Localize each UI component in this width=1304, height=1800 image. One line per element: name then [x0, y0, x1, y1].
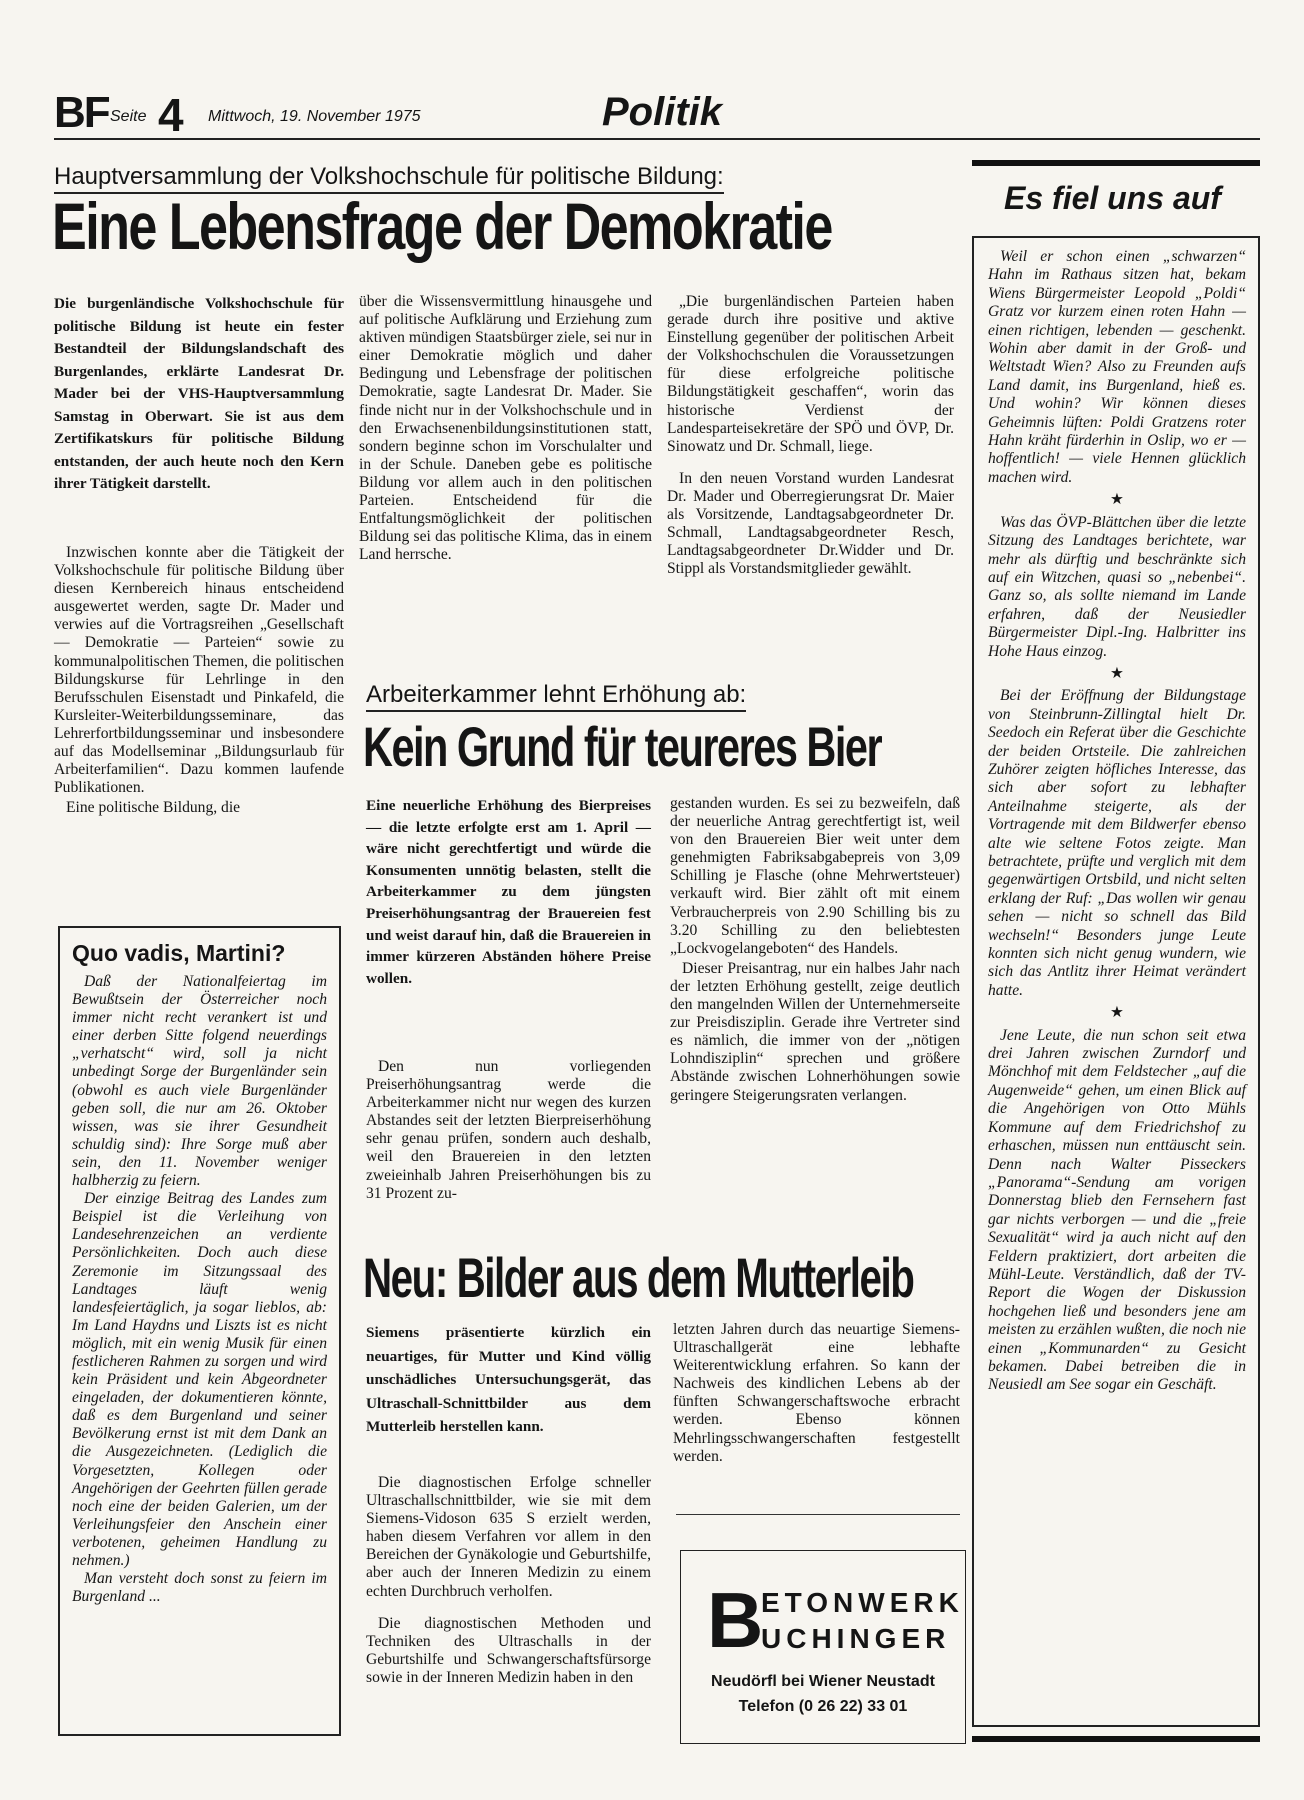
advert-betonwerk — [680, 1550, 966, 1744]
page-number: 4 — [158, 89, 184, 141]
bier-headline: Kein Grund für teureres Bier — [363, 715, 882, 778]
sidebar-box — [972, 236, 1260, 1727]
bier-column-2 — [670, 795, 960, 1105]
paragraph: Eine politische Bildung, die — [66, 799, 241, 817]
advert-address: Neudörfl bei Wiener Neustadt — [711, 1673, 935, 1690]
paragraph: Man versteht doch sonst zu feiern im Burgenland ... — [72, 1570, 327, 1606]
vhs-headline: Eine Lebensfrage der Demokratie — [52, 189, 832, 263]
bier-lead: Eine neuerliche Erhöhung des Bierpreises — die letzte erfolgte erst am 1. April — wäre nicht gerechtfertigt und würde die Konsumenten unnötig belasten, stellt die Arbeiterkammer zu dem jüngsten Preiserhöhungsantrag der Brauereien fest und weist darauf hin, daß die Brauereien in immer kürzeren Abständen höhere Preise wollen. — [366, 797, 651, 987]
paragraph: Inzwischen konnte aber die Tätigkeit der Volkshochschule für politische Bildung über diesen Kernbereich hinaus entscheidend ausgewertet werden, sagte Dr. Mader und verwies auf die Vortragsreihen „Gesellschaft — Demokratie — Parteien“ sowie zu kommunalpolitischen Themen, die politischen Bildungskurse für Lehrlinge in den Berufsschulen Eisenstadt und Pinkafeld, die Kursleiter-Weiterbildungsseminare, das Lehrerfortbildungsseminar und insbesondere auf das Modellseminar „Bildungsurlaub für Arbeiterfamilien“. Dazu kommen laufende Publikationen. — [54, 544, 344, 797]
paragraph: gestanden wurden. Es sei zu bezweifeln, daß der neuerliche Antrag gerechtfertigt ist, weil von den Brauereien Bier weit unter dem genehmigten Fabriksabgabepreis von 3,09 Schilling je Flasche (ohne Mehrwertsteuer) verkauft wird. Bier zählt oft mit einem Verbraucherpreis von 2.90 Schilling bis zu 3.20 Schilling zu den beliebtesten „Lockvogelangeboten“ des Handels. — [670, 795, 960, 957]
martini-box-text — [72, 973, 327, 1606]
paragraph: Daß der Nationalfeiertag im Bewußtsein der Österreicher noch immer nicht recht verankert ist und einer derben Sitte folgend neuerdings „verhatscht“ wird, soll ja nicht unbedingt Sorge der Burgenländer sein (obwohl es auch viele Burgenländer geben soll, die nur am 26. Oktober wissen, was sie ihrer Gesundheit schuldig sind): Ihre Sorge muß aber sein, den 11. November weniger halbherzig zu feiern. — [72, 973, 327, 1190]
newspaper-logo: BF — [54, 88, 109, 137]
sidebar-text — [988, 248, 1246, 1395]
vhs-column-2 — [359, 293, 652, 564]
vhs-lead: Die burgenländische Volkshochschule für politische Bildung ist heute ein fester Bestandteil der Bildungslandschaft des Burgenlandes, erklärte Landesrat Dr. Mader bei der VHS-Hauptversammlung Samstag in Oberwart. Sie ist aus dem Zertifikatskurs für politische Bildung entstanden, der auch heute noch den Kern ihrer Tätigkeit darstellt. — [54, 295, 344, 492]
sidebar-item: Bei der Eröffnung der Bildungstage von Steinbrunn-Zillingtal hielt Dr. Seedoch ein Referat über die Geschichte der beiden Ortsteile. Die zahlreichen Zuhörer zeigten höfliches Interesse, das sich aber sofort zu lebhafter Anteilnahme steigerte, als der Vortragende mit dem Bildwerfer ebenso alte wie seltene Fotos zeigte. Man betrachtete, prüfte und verglich mit dem gegenwärtigen Ortsbild, und nicht selten erklang der Ruf: „Das wollen wir genau sehen — nicht so schnell das Bild wechseln!“ Besonders junge Leute konnten sich nicht genug wundern, wie sich das Antlitz ihrer Heimat verändert hatte. — [988, 687, 1246, 999]
advert-phone: Telefon (0 26 22) 33 01 — [738, 1698, 908, 1715]
page-label: Seite — [110, 108, 147, 125]
divider — [676, 1514, 960, 1515]
vhs-kicker: Hauptversammlung der Volkshochschule für politische Bildung: — [54, 163, 724, 194]
star-icon: ★ — [1110, 664, 1124, 682]
advert-initial: B — [707, 1576, 764, 1664]
paragraph: Den nun vorliegenden Preiserhöhungsantrag werde die Arbeiterkammer nicht nur wegen des kurzen Abstandes seit der letzten Bierpreiserhöhung sehr genau prüfen, sondern auch deshalb, weil den Brauereien in den letzten zweieinhalb Jahren Preiserhöhungen bis zu 31 Prozent zu- — [366, 1058, 651, 1202]
star-icon: ★ — [1110, 1004, 1124, 1022]
sidebar-bottom-rule — [972, 1736, 1260, 1742]
star-icon: ★ — [1110, 491, 1124, 509]
sidebar-item: Was das ÖVP-Blättchen über die letzte Sitzung des Landtages berichtete, war mehr als dürftig und beschränkte sich auf ein Witzchen, quasi so „nebenbei“. Ganz so, als sollte niemand im Lande erfahren, daß der Neusiedler Bürgermeister Dipl.-Ing. Halbritter ins Hohe Haus einzog. — [988, 513, 1246, 660]
sidebar-top-rule — [972, 160, 1260, 166]
siemens-column-2 — [673, 1321, 960, 1466]
vhs-column-1 — [54, 544, 344, 817]
paragraph: Dieser Preisantrag, nur ein halbes Jahr nach der letzten Erhöhung gestellt, zeige deutlich den mangelnden Willen der Unternehmerseite zur Preisdisziplin. Gerade ihre Vertreter sind es nämlich, die immer von der „nötigen Lohndisziplin“ sprechen und größere Abstände zwischen Lohnerhöhungen sowie geringere Steigerungsraten verlangen. — [670, 959, 960, 1104]
paragraph: Die diagnostischen Erfolge schneller Ultraschallschnittbilder, wie sie mit dem Siemens-Vidoson 635 S erzielt werden, haben diesem Verfahren vor allem in den Bereichen der Gynäkologie und Geburtshilfe, aber auch der Inneren Medizin zu einem echten Durchbruch verholfen. — [366, 1474, 651, 1600]
paragraph: Der einzige Beitrag des Landes zum Beispiel ist die Verleihung von Landesehrenzeichen an verdiente Persönlichkeiten. Doch auch diese Zeremonie im Sitzungssaal des Landtages läuft wenig landesfeiertäglich, ja sogar lieblos, ab: Im Land Haydns und Liszts ist es nicht möglich, mit ein wenig Musik für einen festlicheren Rahmen zu sorgen und wird kein Präsident und kein Abgeordneter eingeladen, der dokumentieren könnte, daß es dem Burgenland und seiner Bevölkerung ernst ist mit dem Dank an die Ausgezeichneten. (Lediglich die Vorgesetzten, Kollegen oder Angehörigen der Geehrten füllen gerade noch eine der beiden Galerien, um der Verleihungsfeier den Anschein einer verbotenen, geheimen Handlung zu nehmen.) — [72, 1190, 327, 1569]
bier-column-1 — [366, 1058, 651, 1203]
siemens-headline: Neu: Bilder aus dem Mutterleib — [363, 1246, 914, 1309]
advert-line-1: ETONWERK — [761, 1587, 964, 1618]
sidebar-item: Jene Leute, die nun schon seit etwa drei Jahren zwischen Zurndorf und Mönchhof mit dem Feldstecher „auf die Augenweide“ gehen, um einen Blick auf die Angehörigen von Otto Mühls Kommune auf dem Friedrichshof zu erhaschen, müssen nun enttäuscht sein. Denn nach Walter Pisseckers „Panorama“-Sendung am vorigen Donnerstag blieb den Fernsehern fast gar nichts verborgen — und die „freie Sexualität“ wird ja auch nicht auf den Feldern praktiziert, dort arbeiten die Mühl-Leute. Verständlich, daß der TV-Report die Wogen der Diskussion hochgehen ließ und besonders jene am meisten zu erzählen wußten, die noch nie einen „Kommunarden“ zu Gesicht bekamen. Dabei betreiben die in Neusiedl am See sogar ein Geschäft. — [988, 1026, 1246, 1394]
paragraph: In den neuen Vorstand wurden Landesrat Dr. Mader und Oberregierungsrat Dr. Maier als Vorsitzende, Landtagsabgeordneter Dr. Schmall, Landtagsabgeordneter Resch, Landtagsabgeordneter Dr.Widder und Dr. Stippl als Vorstandsmitglieder gewählt. — [667, 469, 954, 578]
bier-kicker: Arbeiterkammer lehnt Erhöhung ab: — [366, 681, 746, 712]
vhs-column-3 — [667, 293, 954, 578]
sidebar-item: Weil er schon einen „schwarzen“ Hahn im Rathaus sitzen hat, bekam Wiens Bürgermeister Leopold „Poldi“ Gratz vor kurzem einen roten Hahn — einen richtigen, lebenden — geschenkt. Wohin aber damit in der Groß- und Weltstadt Wien? Also zu Freunden aufs Land damit, ins Burgenland, hieß es. Und wohin? Wir können dieses Geheimnis lüften: Poldi Gratzens roter Hahn kräht fürderhin in Oslip, wo er — hoffentlich! — viele Hennen glücklich machen wird. — [988, 248, 1246, 486]
issue-date: Mittwoch, 19. November 1975 — [208, 108, 421, 125]
sidebar-title: Es fiel uns auf — [1004, 180, 1221, 216]
martini-box-title: Quo vadis, Martini? — [72, 940, 286, 966]
paragraph: „Die burgenländischen Parteien haben gerade durch ihre positive und aktive Einstellung gegenüber der politischen Arbeit der Volkshochschulen die Voraussetzungen für diese erfolgreiche politische Bildungstätigkeit geschaffen“, worin das historische Verdienst der Landesparteisekretäre der SPÖ und ÖVP, Dr. Sinowatz und Dr. Schmall, liege. — [667, 293, 954, 455]
advert-line-2: UCHINGER — [761, 1623, 951, 1654]
section-title: Politik — [602, 90, 723, 134]
siemens-column-1 — [366, 1474, 651, 1687]
paragraph: letzten Jahren durch das neuartige Siemens-Ultraschallgerät eine lebhafte Weiterentwicklung erfahren. So kann der Nachweis des kindlichen Lebens ab der fünften Schwangerschaftswoche erbracht werden. Ebenso können Mehrlingsschwangerschaften festgestellt werden. — [673, 1321, 960, 1465]
martini-box — [58, 926, 341, 1736]
siemens-lead: Siemens präsentierte kürzlich ein neuartiges, für Mutter und Kind völlig unschädliches Untersuchungsgerät, das Ultraschall-Schnittbilder aus dem Mutterleib herstellen kann. — [366, 1324, 651, 1435]
paragraph: über die Wissensvermittlung hinausgehe und auf politische Aufklärung und Erziehung zum aktiven mündigen Staatsbürger ziele, sei nur in einer Demokratie möglich und daher Bedingung und Lebensfrage der politischen Demokratie, sagte Landesrat Dr. Mader. Sie finde nicht nur in der Volkshochschule und in den Erwachsenenbildungsinstitutionen statt, sondern beginne schon im Vorschulalter und in der Schule. Daneben gebe es politische Bildung vor allem auch in den politischen Parteien. Entscheidend für die Entfaltungsmöglichkeit der politischen Bildung sei das politische Klima, das in einem Land herrsche. — [359, 293, 652, 564]
masthead — [54, 88, 1260, 140]
paragraph: Die diagnostischen Methoden und Techniken des Ultraschalls in der Geburtshilfe und Schwangerschaftsfürsorge sowie in der Inneren Medizin haben in den — [366, 1614, 651, 1686]
